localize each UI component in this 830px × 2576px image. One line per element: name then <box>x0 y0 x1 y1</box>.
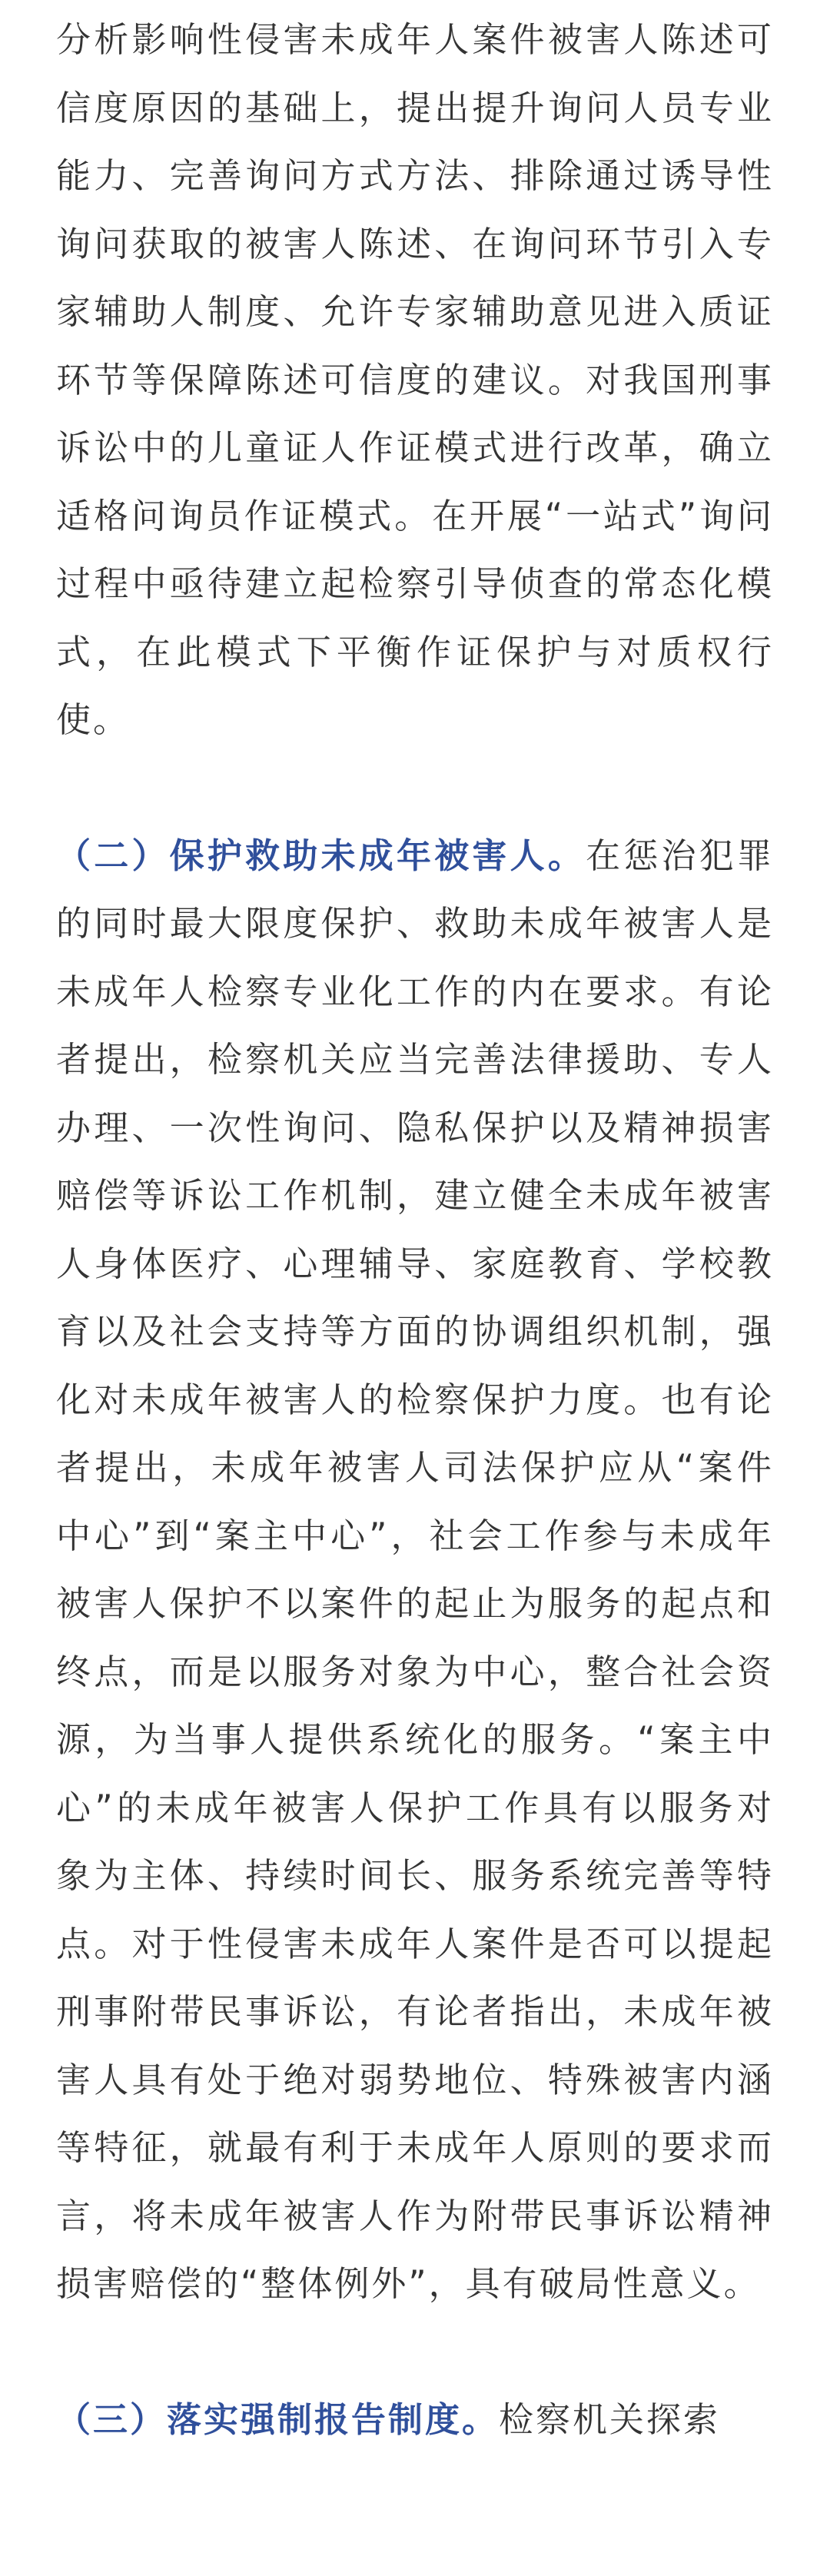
paragraph-1-text: 分析影响性侵害未成年人案件被害人陈述可信度原因的基础上，提出提升询问人员专业能力、完善询问方式方法、排除通过诱导性询问获取的被害人陈述、在询问环节引入专家辅助人制度、允许专家辅助意见进入质证环节等保障陈述可信度的建议。对我国刑事诉讼中的儿童证人作证模式进行改革，确立适格问询员作证模式。在开展“一站式”询问过程中亟待建立起检察引导侦查的常态化模式，在此模式下平衡作证保护与对质权行使。 <box>56 19 774 740</box>
section-heading-3: （三）落实强制报告制度。 <box>56 2398 500 2440</box>
paragraph-3-text: 检察机关探索 <box>499 2398 721 2440</box>
paragraph-2 <box>56 822 774 2319</box>
section-heading-2: （二）保护救助未成年被害人。 <box>56 835 586 876</box>
paragraph-2-text: 在惩治犯罪的同时最大限度保护、救助未成年被害人是未成年人检察专业化工作的内在要求。有论者提出，检察机关应当完善法律援助、专人办理、一次性询问、隐私保护以及精神损害赔偿等诉讼工作机制，建立健全未成年被害人身体医疗、心理辅导、家庭教育、学校教育以及社会支持等方面的协调组织机制，强化对未成年被害人的检察保护力度。也有论者提出，未成年被害人司法保护应从“案件中心”到“案主中心”，社会工作参与未成年被害人保护不以案件的起止为服务的起点和终点，而是以服务对象为中心，整合社会资源，为当事人提供系统化的服务。“案主中心”的未成年被害人保护工作具有以服务对象为主体、持续时间长、服务系统完善等特点。对于性侵害未成年人案件是否可以提起刑事附带民事诉讼，有论者指出，未成年被害人具有处于绝对弱势地位、特殊被害内涵等特征，就最有利于未成年人原则的要求而言，将未成年被害人作为附带民事诉讼精神损害赔偿的“整体例外”，具有破局性意义。 <box>56 835 774 2304</box>
paragraph-3 <box>56 2386 774 2455</box>
paragraph-1 <box>56 6 774 755</box>
